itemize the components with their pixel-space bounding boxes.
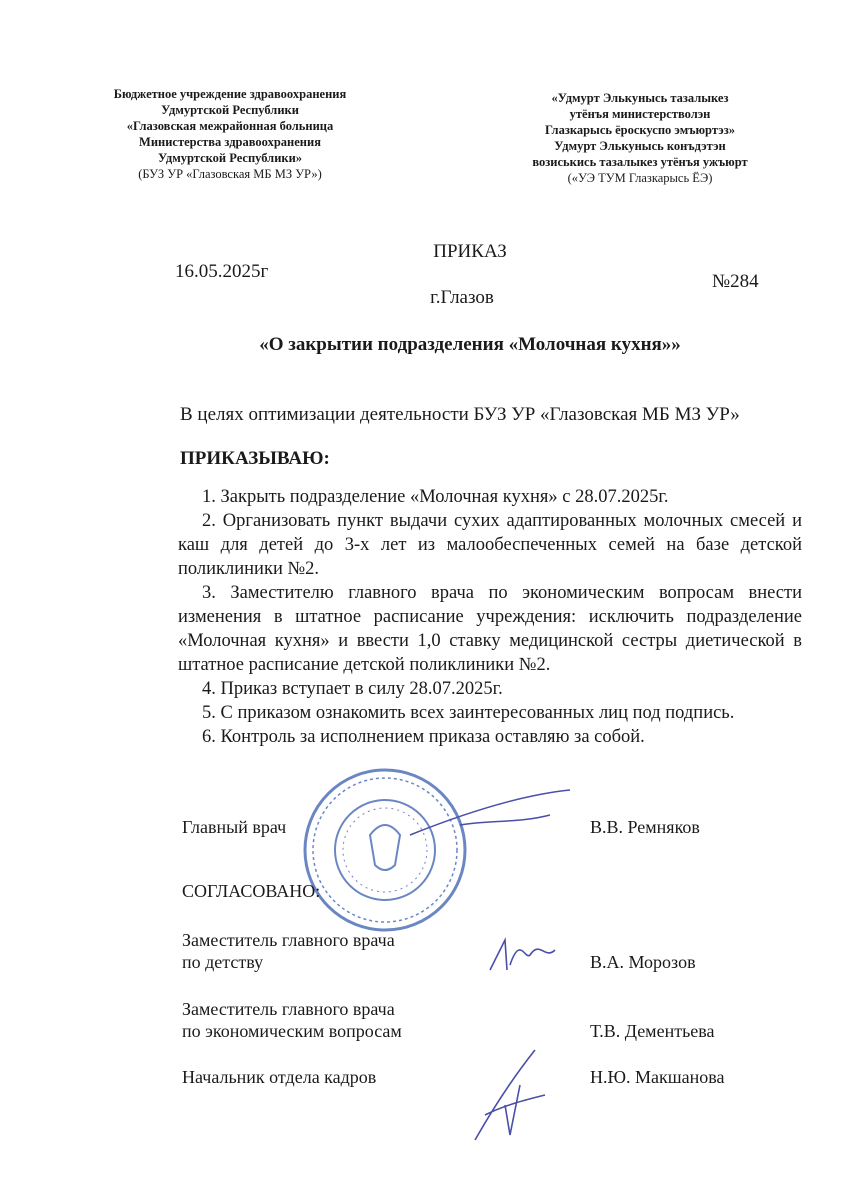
header-right [505,90,775,186]
order-item: 4. Приказ вступает в силу 28.07.2025г. [202,679,503,699]
header-short-name: (БУЗ УР «Глазовская МБ МЗ УР») [138,167,322,181]
approver-role: Начальник отдела кадров [182,1067,377,1087]
header-line: «Удмурт Элькунысь тазалыкез [551,91,729,105]
doc-title: «О закрытии подразделения «Молочная кухня»» [259,334,681,355]
doc-date: 16.05.2025г [175,261,269,282]
chief-name: В.В. Ремняков [590,817,700,837]
order-item: 5. С приказом ознакомить всех заинтересованных лиц под подпись. [202,703,735,723]
header-left [95,86,365,182]
approver-role [182,929,395,973]
header-line: Удмуртской Республики» [157,151,303,165]
order-item: 2. Организовать пункт выдачи сухих адаптированных молочных смесей и каш для детей до 3-х лет из малообеспеченных семей на базе детской поликлиники №2. [178,511,802,579]
header-line: Удмуртской Республики [161,103,299,117]
doc-preamble: В целях оптимизации деятельности БУЗ УР «Глазовская МБ МЗ УР» [180,404,740,425]
order-item: 6. Контроль за исполнением приказа оставляю за собой. [202,727,645,747]
approver-name: В.А. Морозов [590,952,696,972]
approver-name: Т.В. Дементьева [590,1021,715,1041]
header-line: Глазкарысь ёроскуспо эмъюртэз» [545,123,735,137]
header-line: возиськись тазалыкез утёнъя ужъюрт [532,155,748,169]
approver-role-line: Заместитель главного врача [182,999,395,1019]
signature-morozov [485,930,565,980]
approver-role [182,998,402,1042]
approver-role-line: по экономическим вопросам [182,1021,402,1041]
doc-type: ПРИКАЗ [433,241,507,262]
doc-city: г.Глазов [430,287,494,308]
order-word: ПРИКАЗЫВАЮ: [180,448,330,469]
order-items [178,485,802,749]
header-line: «Глазовская межрайонная больница [126,119,334,133]
doc-number: №284 [712,271,759,292]
header-line: утёнъя министерстволэн [569,107,711,121]
header-line: Удмурт Элькунысь конъдэтэн [554,139,726,153]
stamp-icon [305,770,465,930]
header-short-name: («УЭ ТУМ Глазкарысь ЁЭ) [567,171,713,185]
approver-role-line: по детству [182,952,264,972]
header-line: Бюджетное учреждение здравоохранения [113,87,347,101]
signature-makshanova [465,1045,555,1145]
header-line: Министерства здравоохранения [139,135,321,149]
order-item: 1. Закрыть подразделение «Молочная кухня» с 28.07.2025г. [202,487,669,507]
chief-role: Главный врач [182,817,287,837]
order-item: 3. Заместителю главного врача по экономическим вопросам внести изменения в штатное расписание учреждения: исключить подразделение «Молочная кухня» и ввести 1,0 ставку медицинской сестры диетической в штатное расписание детской поликлиники №2. [178,583,802,675]
approver-name: Н.Ю. Макшанова [590,1067,725,1087]
agreed-label: СОГЛАСОВАНО: [182,881,321,901]
approver-role-line: Заместитель главного врача [182,930,395,950]
